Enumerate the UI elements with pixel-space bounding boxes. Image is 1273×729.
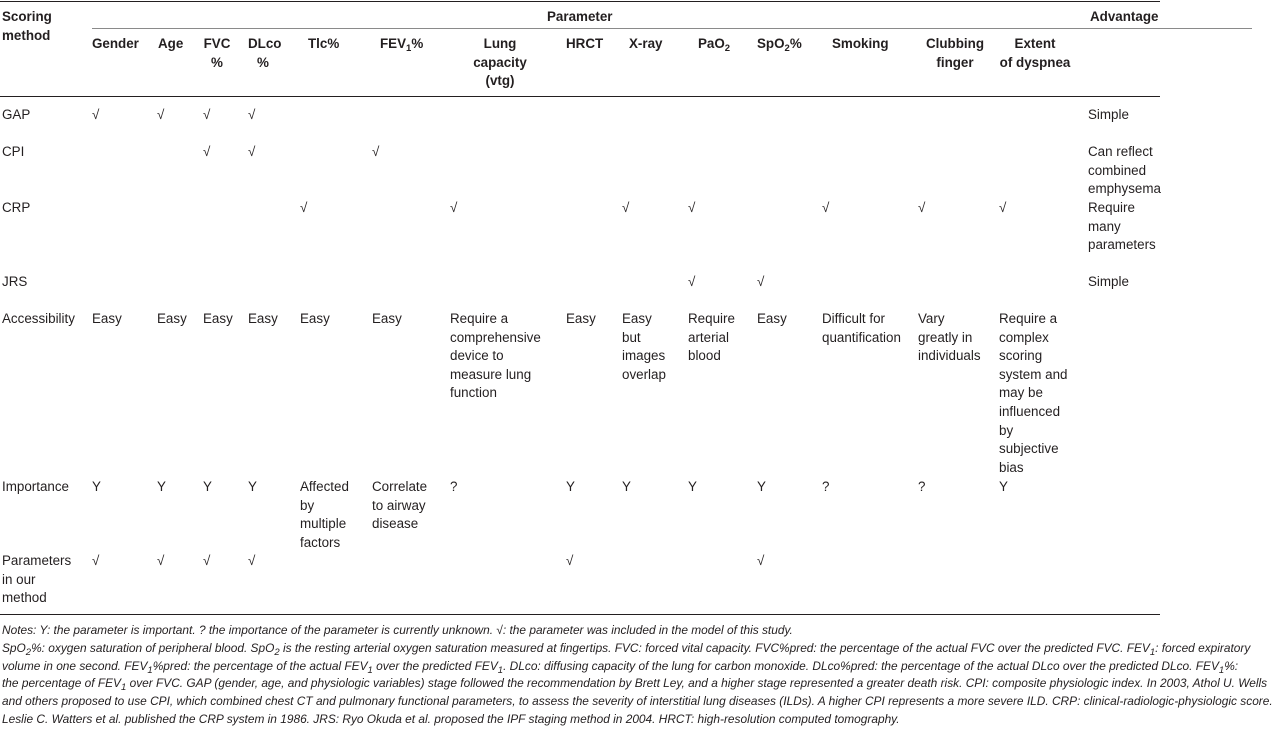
table-cell-gender: Easy <box>92 311 122 326</box>
advantage-cell: Simple <box>1088 274 1129 289</box>
table-cell-spo2: Easy <box>757 311 787 326</box>
table-cell-dlco: Y <box>248 479 257 494</box>
table-cell-age: Easy <box>157 311 187 326</box>
column-header-fev1: $FEV_1\%$ <box>380 36 424 54</box>
table-cell-xray: Y <box>622 479 631 494</box>
row-label: Importance <box>2 479 69 494</box>
column-header-gender: Gender <box>92 36 139 51</box>
column-header-smoking: Smoking <box>832 36 889 51</box>
scoring-method-header: Scoring method <box>2 9 52 43</box>
table-cell-tlc: Affected by multiple factors <box>300 479 349 550</box>
table-cell-fvc: √ <box>203 107 211 122</box>
table-cell-dyspnea: Require a complex scoring system and may be influenced by subjective bias <box>999 311 1068 475</box>
table-cell-fev1: Correlate to airway disease <box>372 479 428 532</box>
column-header-pao2: PaO$_2$ <box>698 36 731 54</box>
table-cell-gender: √ <box>92 553 100 568</box>
table-cell-fev1: Easy <box>372 311 402 326</box>
column-header-lung: Lung capacity (vtg) <box>473 36 527 89</box>
table-cell-fvc: √ <box>203 144 211 159</box>
table-cell-pao2: √ <box>688 274 696 289</box>
table-cell-hrct: √ <box>566 553 574 568</box>
note-line: Notes: Y: the parameter is important. ? the importance of the parameter is currently unknown. √: the parameter was included in the model of this study. <box>2 623 793 637</box>
table-cell-smoking: Difficult for quantification <box>822 311 901 345</box>
table-cell-dlco: √ <box>248 107 256 122</box>
table-cell-clubbing: ? <box>918 479 926 494</box>
table-cell-age: Y <box>157 479 166 494</box>
table-cell-dyspnea: √ <box>999 200 1007 215</box>
note-line: the percentage of $FEV_1$ over FVC. GAP (gender, age, and physiologic variables) stage followed the recommendation by Brett Ley, and a higher stage represented a greater death risk. CPI: composite physiologic index. In 2003, Athol U. Wells <box>2 676 1268 694</box>
column-header-xray: X-ray <box>629 36 663 51</box>
table-cell-lung: Require a comprehensive device to measure lung function <box>450 311 541 401</box>
table-cell-tlc: √ <box>300 200 308 215</box>
parameter-group-header: Parameter <box>547 9 613 24</box>
row-label: CPI <box>2 144 25 159</box>
advantage-cell: Require many parameters <box>1088 200 1156 253</box>
table-cell-dlco: Easy <box>248 311 278 326</box>
advantage-header: Advantage <box>1090 9 1159 24</box>
note-line: volume in one second. $FEV_1\%pred$: the percentage of the actual $FEV_1$ over the predicted $FEV_1$. DLco: diffusing capacity of the lung for carbon monoxide. DLco%pred: the percentage of the actual DLco over the predicted DLco. $FEV_1\%$: <box>2 658 1239 676</box>
table-cell-smoking: √ <box>822 200 830 215</box>
table-cell-xray: √ <box>622 200 630 215</box>
column-header-tlc: Tlc% <box>308 36 340 51</box>
top-rule <box>0 1 1160 2</box>
table-cell-gender: √ <box>92 107 100 122</box>
table-cell-fvc: Y <box>203 479 212 494</box>
column-header-dlco: DLco % <box>248 36 282 70</box>
column-header-age: Age <box>158 36 184 51</box>
table-notes <box>2 622 1273 729</box>
table-cell-gender: Y <box>92 479 101 494</box>
table-cell-hrct: Y <box>566 479 575 494</box>
table-cell-spo2: √ <box>757 274 765 289</box>
table-cell-hrct: Easy <box>566 311 596 326</box>
table-cell-lung: √ <box>450 200 458 215</box>
table-cell-fvc: Easy <box>203 311 233 326</box>
column-header-hrct: HRCT <box>566 36 604 51</box>
table-cell-clubbing: √ <box>918 200 926 215</box>
column-header-spo2: SpO$_2$% <box>757 36 802 54</box>
note-line: Leslie C. Watters et al. published the CRP system in 1986. JRS: Ryo Okuda et al. proposed the IPF staging method in 2004. HRCT: high-resolution computed tomography. <box>2 711 900 726</box>
table-cell-clubbing: Vary greatly in individuals <box>918 311 981 364</box>
column-header-clubbing: Clubbing finger <box>925 36 984 70</box>
row-label: GAP <box>2 107 31 122</box>
advantage-cell: Can reflect combined emphysema <box>1088 144 1161 197</box>
table-cell-dlco: √ <box>248 553 256 568</box>
table-cell-pao2: √ <box>688 200 696 215</box>
column-header-dyspnea: Extent of dyspnea <box>999 36 1071 70</box>
parameter-group-rule <box>92 28 1252 29</box>
table-cell-spo2: Y <box>757 479 766 494</box>
table-cell-pao2: Require arterial blood <box>688 311 735 364</box>
table-cell-fvc: √ <box>203 553 211 568</box>
table-cell-dlco: √ <box>248 144 256 159</box>
row-label: CRP <box>2 200 31 215</box>
note-line: and others proposed to use CPI, which combined chest CT and pulmonary functional parameters, to assess the severity of interstitial lung diseases (ILDs). A higher CPI represents a more severe ILD. CRP: clinical-radiologic-physiologic score. <box>2 694 1273 709</box>
table-cell-pao2: Y <box>688 479 697 494</box>
table-cell-lung: ? <box>450 479 458 494</box>
row-label: Accessibility <box>2 311 75 326</box>
table-cell-spo2: √ <box>757 553 765 568</box>
note-line: SpO$_2$%: oxygen saturation of peripheral blood. SpO$_2$ is the resting arterial oxygen saturation measured at fingertips. FVC: forced vital capacity. FVC%pred: the percentage of the actual FVC over the predicted FVC. $FEV_1$: forced expiratory <box>2 640 1251 658</box>
table-cell-dyspnea: Y <box>999 479 1008 494</box>
table-cell-fev1: √ <box>372 144 380 159</box>
row-label: Parameters in our method <box>2 553 72 606</box>
table-cell-tlc: Easy <box>300 311 330 326</box>
advantage-cell: Simple <box>1088 107 1129 122</box>
table-bottom-rule <box>0 614 1160 615</box>
row-label: JRS <box>2 274 28 289</box>
table-cell-age: √ <box>157 107 165 122</box>
header-bottom-rule <box>0 96 1160 97</box>
table-cell-xray: Easy but images overlap <box>622 311 666 382</box>
column-header-fvc: FVC % <box>203 36 231 70</box>
table-cell-age: √ <box>157 553 165 568</box>
table-cell-smoking: ? <box>822 479 830 494</box>
